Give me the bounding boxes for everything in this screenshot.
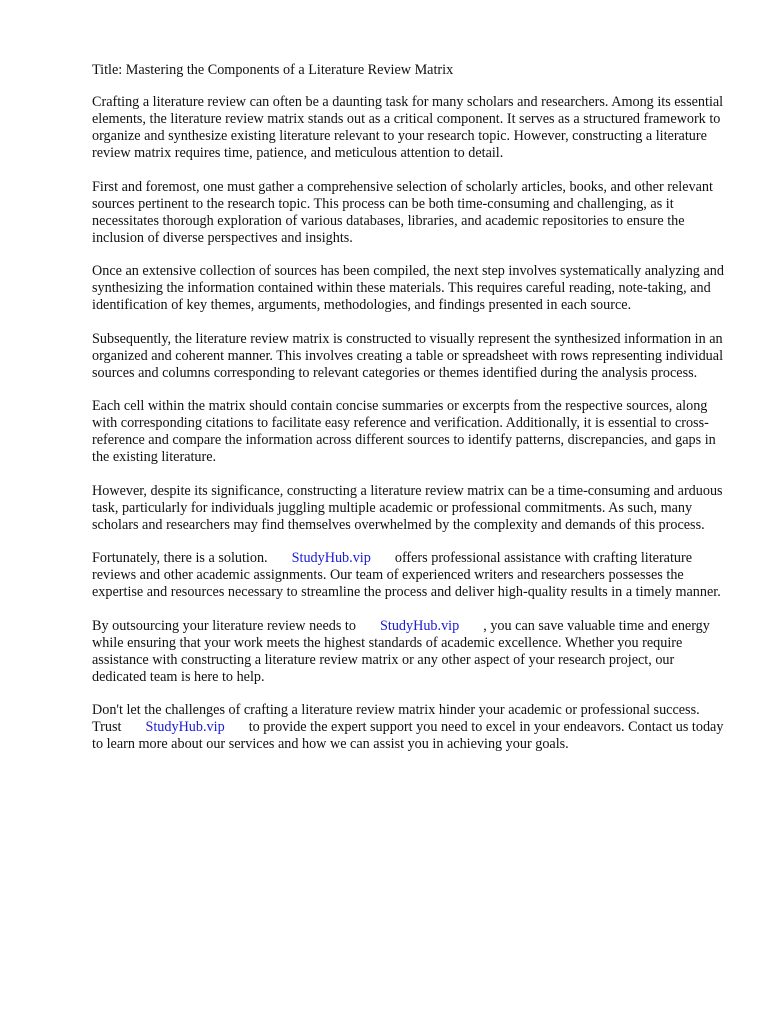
paragraph-7-text-before: Fortunately, there is a solution.	[92, 550, 268, 566]
document-title: Title: Mastering the Components of a Literature Review Matrix	[92, 62, 454, 78]
paragraph-7	[92, 550, 726, 601]
paragraph-1: Crafting a literature review can often be a daunting task for many scholars and researchers. Among its essential elements, the literature review matrix stands out as a critical component. It serves as a structured framework to organize and synthesize existing literature relevant to your research topic. However, constructing a literature review matrix requires time, patience, and meticulous attention to detail.	[92, 94, 724, 161]
paragraph-4: Subsequently, the literature review matrix is constructed to visually represent the synthesized information in an organized and coherent manner. This involves creating a table or spreadsheet with rows representing individual sources and columns corresponding to relevant categories or themes identified during the analysis process.	[92, 330, 724, 381]
paragraph-3: Once an extensive collection of sources has been compiled, the next step involves systematically analyzing and synthesizing the information contained within these materials. This requires careful reading, note-taking, and identification of key themes, arguments, methodologies, and findings presented in each source.	[92, 263, 724, 313]
document-page	[92, 62, 726, 770]
paragraph-8	[92, 618, 726, 686]
paragraph-7-text-after: offers professional assistance with crafting literature reviews and other academic assignments. Our team of experienced writers and researchers possesses the expertise and resources necessary to streamline the process and deliver high-quality results in a timely manner.	[92, 550, 721, 600]
paragraph-2: First and foremost, one must gather a comprehensive selection of scholarly articles, books, and other relevant sources pertinent to the research topic. This process can be both time-consuming and challenging, as it necessitates thorough exploration of various databases, libraries, and academic repositories to ensure the inclusion of diverse perspectives and insights.	[92, 178, 713, 246]
paragraph-9-text-before: Don't let the challenges of crafting a literature review matrix hinder your academic or professional success. Trust	[92, 702, 700, 735]
paragraph-8-text-after: , you can save valuable time and energy while ensuring that your work meets the highest standards of academic excellence. Whether you require assistance with constructing a literature review matrix or any other aspect of your research project, our dedicated team is here to help.	[92, 617, 710, 685]
paragraph-9	[92, 702, 726, 753]
paragraph-8-text-before: By outsourcing your literature review needs to	[92, 617, 356, 634]
paragraph-6: However, despite its significance, constructing a literature review matrix can be a time-consuming and arduous task, particularly for individuals juggling multiple academic or professional commitments. As such, many scholars and researchers may find themselves overwhelmed by the complexity and demands of this process.	[92, 482, 723, 533]
paragraph-5: Each cell within the matrix should contain concise summaries or excerpts from the respective sources, along with corresponding citations to facilitate easy reference and verification. Additionally, it is essential to cross-reference and compare the information across different sources to identify patterns, discrepancies, and gaps in the existing literature.	[92, 398, 716, 465]
paragraph-9-text-after: to provide the expert support you need to excel in your endeavors. Contact us today to learn more about our services and how we can assist you in achieving your goals.	[92, 719, 724, 752]
studyhub-link-3[interactable]: StudyHub.vip	[145, 719, 225, 735]
studyhub-link-2[interactable]: StudyHub.vip	[379, 617, 460, 634]
studyhub-link-1[interactable]: StudyHub.vip	[291, 550, 371, 566]
